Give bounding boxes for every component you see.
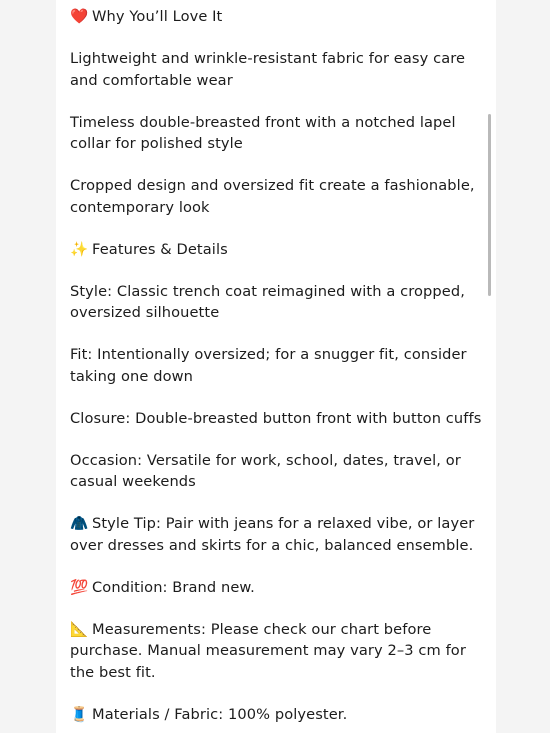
- thread-spool-icon: 🧵: [70, 705, 89, 723]
- description-panel: [56, 0, 496, 733]
- hundred-points-icon: 💯: [70, 578, 89, 596]
- style-tip: [70, 513, 482, 556]
- detail-closure: Closure: Double-breasted button front with button cuffs: [70, 409, 482, 427]
- detail-fit: Fit: Intentionally oversized; for a snugger fit, consider taking one down: [70, 346, 467, 385]
- section-heading-text: Features & Details: [92, 240, 228, 258]
- description-paragraph: Cropped design and oversized fit create a fashionable, contemporary look: [70, 177, 475, 216]
- materials: [70, 704, 482, 726]
- vertical-scrollbar[interactable]: [488, 114, 491, 296]
- measurements-text: Measurements: Please check our chart before purchase. Manual measurement may vary 2–3 cm for the best fit.: [70, 620, 466, 681]
- triangular-ruler-icon: 📐: [70, 620, 89, 638]
- section-heading-text: Why You’ll Love It: [92, 8, 223, 25]
- section-heading-features: [70, 239, 482, 261]
- detail-occasion: Occasion: Versatile for work, school, dates, travel, or casual weekends: [70, 451, 461, 490]
- description-paragraph: Lightweight and wrinkle-resistant fabric for easy care and comfortable wear: [70, 50, 466, 89]
- heart-icon: ❤️: [70, 8, 89, 25]
- condition-text: Condition: Brand new.: [92, 578, 255, 596]
- section-heading-why-love: [70, 6, 482, 28]
- sparkles-icon: ✨: [70, 240, 89, 258]
- coat-icon: 🧥: [70, 515, 89, 532]
- description-paragraph: Timeless double-breasted front with a notched lapel collar for polished style: [70, 113, 456, 152]
- product-description: [70, 6, 482, 733]
- detail-style: Style: Classic trench coat reimagined with a cropped, oversized silhouette: [70, 282, 465, 321]
- style-tip-text: Style Tip: Pair with jeans for a relaxed vibe, or layer over dresses and skirts for a chic, balanced ensemble.: [70, 515, 475, 554]
- measurements: [70, 619, 482, 684]
- condition: [70, 577, 482, 599]
- materials-text: Materials / Fabric: 100% polyester.: [92, 705, 348, 723]
